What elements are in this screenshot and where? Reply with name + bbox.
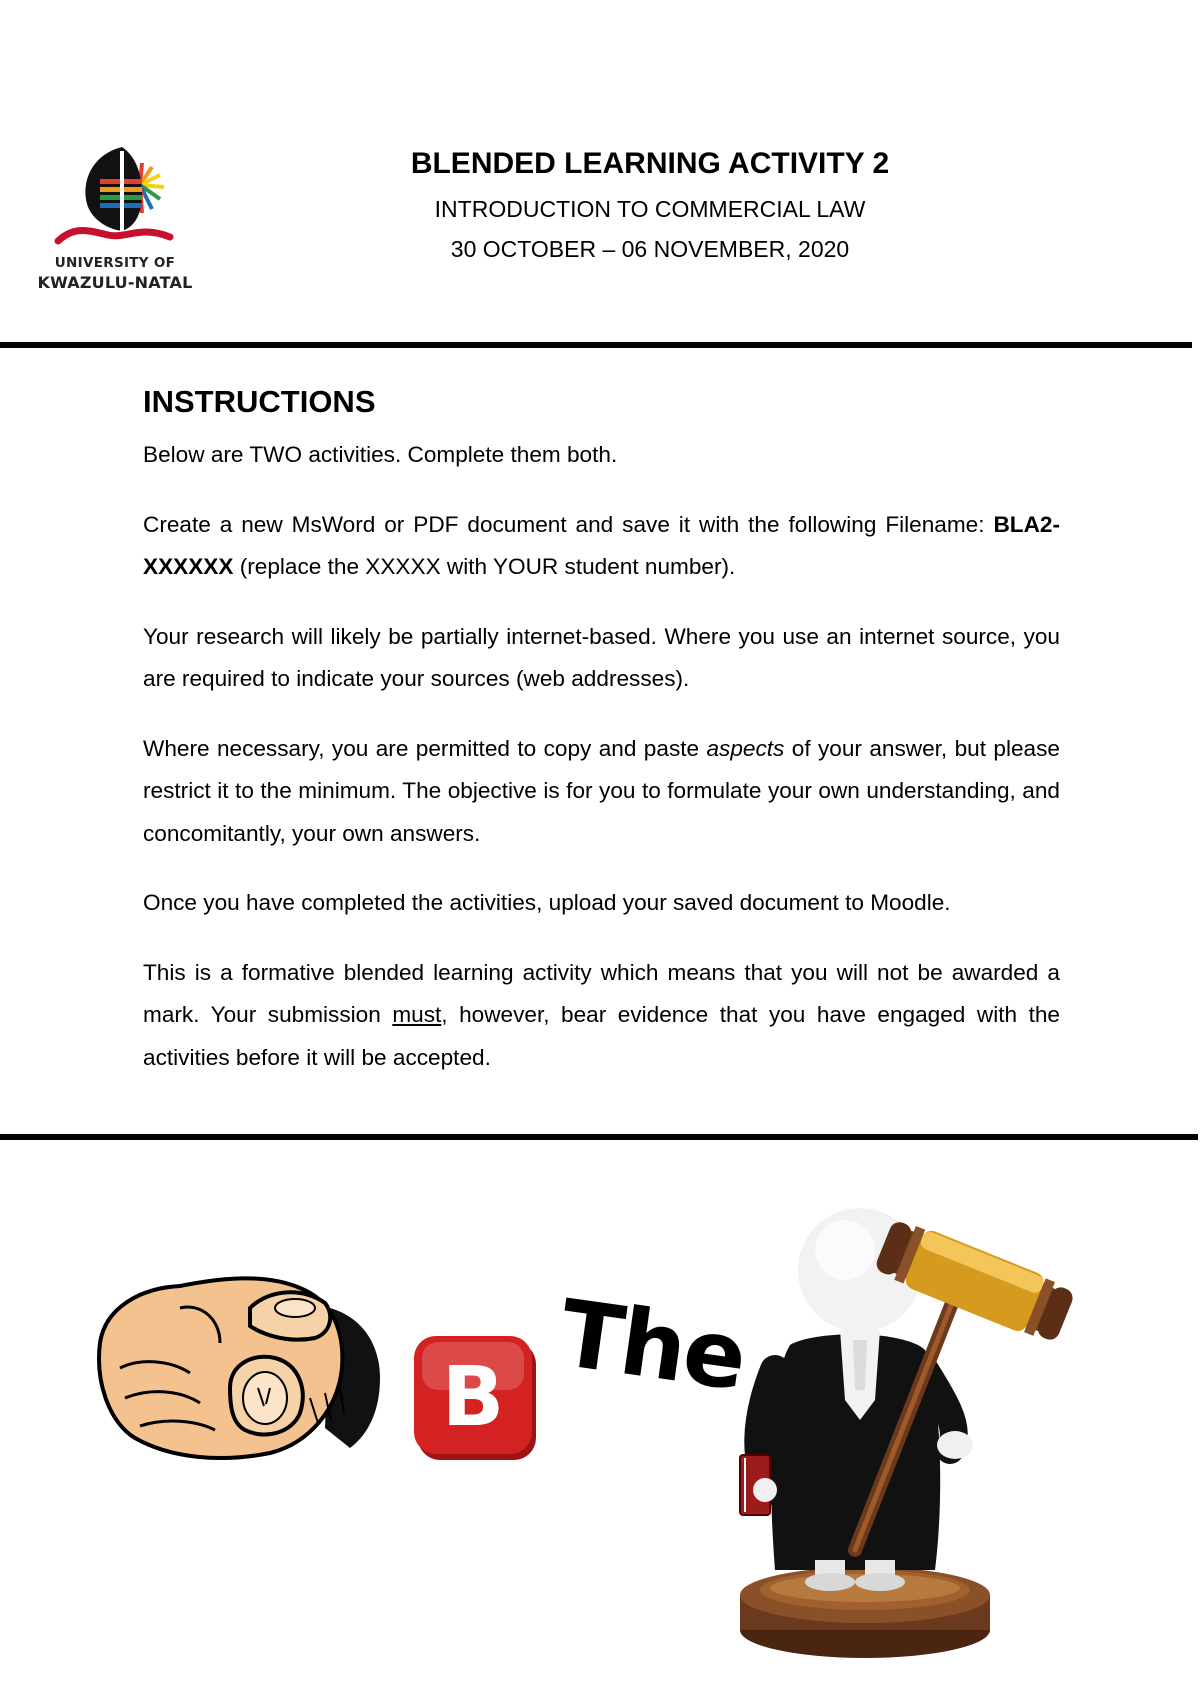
logo-line-1: UNIVERSITY OF	[54, 255, 176, 271]
paragraph-4	[143, 728, 1060, 856]
paragraph-1	[143, 434, 1060, 477]
paragraph-4-text-b: of your answer, but please restrict it to the minimum. The objective is for you to formulate your own understanding, and concomitantly, your own answers.	[143, 735, 1060, 846]
pointing-hand-icon	[80, 1248, 400, 1463]
instructions-section	[143, 382, 1060, 1106]
logo-line-2: KWAZULU-NATAL	[37, 273, 193, 292]
instructions-heading: INSTRUCTIONS	[143, 384, 376, 419]
paragraph-6-text-b: , however, bear evidence that you have engaged with the activities before it will be accepted.	[143, 1002, 1060, 1070]
paragraph-3	[143, 616, 1060, 701]
paragraph-5-text: Once you have completed the activities, upload your saved document to Moodle.	[143, 890, 951, 915]
document-subtitle: INTRODUCTION TO COMMERCIAL LAW	[434, 196, 866, 222]
paragraph-2-text-b: (replace the XXXXX with YOUR student number).	[233, 554, 736, 579]
document-dates: 30 OCTOBER – 06 NOVEMBER, 2020	[450, 236, 850, 262]
b-badge-icon	[410, 1330, 550, 1470]
university-logo	[30, 145, 200, 295]
document-title: BLENDED LEARNING ACTIVITY 2	[410, 147, 890, 180]
paragraph-2	[143, 504, 1060, 589]
bottom-divider	[0, 1134, 1198, 1140]
judge-with-gavel-icon	[735, 1190, 1085, 1660]
filename-text: BLA2-XXXXXX	[143, 511, 1060, 579]
must-underlined: must	[392, 1002, 442, 1027]
title-block	[330, 145, 970, 265]
paragraph-2-text-a: Create a new MsWord or PDF document and save it with the following Filename:	[143, 511, 994, 537]
paragraph-6	[143, 952, 1060, 1080]
aspects-emphasis: aspects	[706, 735, 785, 761]
ukzn-emblem-icon	[30, 145, 200, 255]
badge-letter: B	[441, 1350, 505, 1445]
paragraph-1-text: Below are TWO activities. Complete them both.	[143, 442, 618, 467]
paragraph-4-text-a: Where necessary, you are permitted to copy and paste	[143, 735, 707, 761]
the-word: The	[553, 1279, 752, 1412]
paragraph-5	[143, 882, 1060, 925]
top-divider	[0, 342, 1192, 348]
paragraph-6-text-a: This is a formative blended learning activity which means that you will not be awarded a mark. Your submission	[143, 959, 1060, 1027]
paragraph-3-text: Your research will likely be partially internet-based. Where you use an internet source, you are required to indicate your sources (web addresses).	[143, 623, 1060, 691]
